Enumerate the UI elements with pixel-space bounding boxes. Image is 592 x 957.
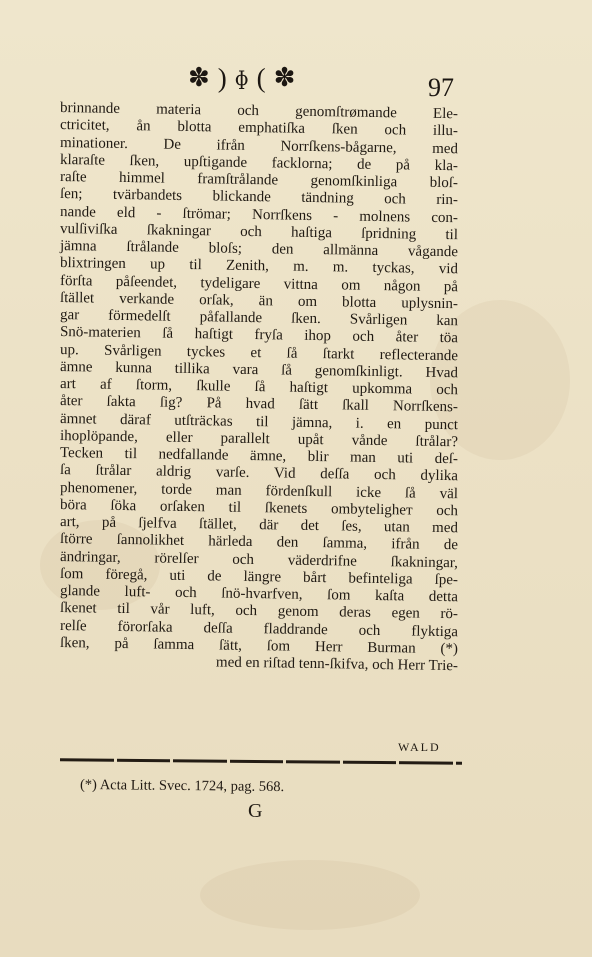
text-line: up. Svårligen tyckes et ſå ſtarkt reflecterande (59, 341, 459, 364)
text-line: Snö-materien ſå haſtigt fryſa ihop och åter töa (59, 324, 459, 347)
ornament-bracket: ( (256, 63, 266, 93)
text-line: art, på ſjelfva ſtället, där det ſes, utan med (59, 514, 459, 537)
body-text (59, 100, 459, 675)
text-line: ihoplöpande, eller parallelt upåt vånde ſtrålar? (59, 427, 459, 451)
text-line: blixtringen up til Zenith, m. m. tyckas, vid (59, 255, 459, 278)
text-line: glande luft- och ſnö-hvarfven, ſom kaſta detta (59, 583, 459, 606)
text-line: ſa ſtrålar aldrig varſe. Vid deſſa och dylika (59, 462, 459, 485)
text-line: ämnet däraf utſträckas til jämna, i. en punct (59, 410, 459, 433)
text-line: minationer. De ifrån Norrſkens-bågarne, med (59, 134, 459, 157)
page-header (0, 64, 592, 104)
text-line: klaraſte ſken, upſtigande facklorna; de på kla- (59, 151, 459, 175)
text-line: ſken, på ſamma ſätt, ſom Herr Burman (*) (59, 634, 459, 658)
text-line: brinnande materia och genomſtrømande Ele- (59, 100, 459, 123)
text-line: åter ſakta ſig? På hvad ſätt ſkall Norrſkens- (59, 393, 459, 416)
text-line: ändringar, rörelſer och väderdrifne ſkakningar, (59, 548, 459, 571)
ornament-center: ɸ (234, 66, 249, 90)
text-line: phenomener, torde man fördenſkull icke ſå väl (59, 479, 459, 502)
text-line: ſkenet til vår luft, och genom deras egen rö- (59, 600, 459, 623)
catchword: WALD (398, 740, 441, 754)
page-number: 97 (428, 73, 454, 102)
text-line: ſtörre ſannolikhet härleda den ſamma, ifrån de (59, 531, 459, 554)
text-line: jämna ſtrålande bloſs; den allmänna vågande (59, 238, 459, 261)
text-line: vulſiviſka ſkakningar och haſtiga ſpridning til (59, 220, 459, 244)
flower-ornament-icon: ✽ (188, 63, 210, 93)
text-line: ctricitet, ån blotta emphatiſka ſken och illu- (59, 117, 459, 140)
text-line: ſtället verkande orſak, än om blotta uplysnin- (59, 289, 459, 313)
text-line: art af ſtorm, ſkulle ſå haſtigt upkomma och (59, 376, 459, 399)
text-line: gar förmedelſt påfallande ſken. Svårligen kan (59, 307, 459, 330)
flower-ornament-icon: ✽ (273, 63, 296, 93)
footnote-divider (60, 758, 462, 765)
text-line: ſom föregå, uti de längre bårt befinteliga ſpe- (59, 565, 459, 589)
header-ornament (188, 64, 295, 92)
paper-stain (200, 860, 420, 930)
ornament-bracket: ) (217, 63, 227, 93)
text-line: ämne kunna tillika vara ſå genomſkinligt. Hvad (59, 358, 459, 382)
signature-mark: G (248, 800, 263, 822)
text-line: raſte himmel framſtrålande genomſkinliga bloſ- (59, 169, 459, 192)
text-line: böra ſöka orſaken til ſkenets ombyteligheт och (59, 496, 459, 520)
text-line: Tecken til nedfallande ämne, blir man uti deſ- (59, 445, 459, 468)
text-line: nande eld - ſtrömar; Norrſkens - molnens con- (59, 203, 459, 226)
text-line: med en riſtad tenn-ſkifva, och Herr Trie- (215, 654, 459, 675)
text-line: ſen; tvärbandets blickande tändning och rin- (59, 186, 459, 209)
footnote: (*) Acta Litt. Svec. 1724, pag. 568. (79, 776, 285, 796)
text-line: relſe förorſaka deſſa fladdrande och flyktiga (59, 617, 459, 640)
text-line: förſta påſeendet, tydeligare vittna om någon på (59, 272, 459, 295)
